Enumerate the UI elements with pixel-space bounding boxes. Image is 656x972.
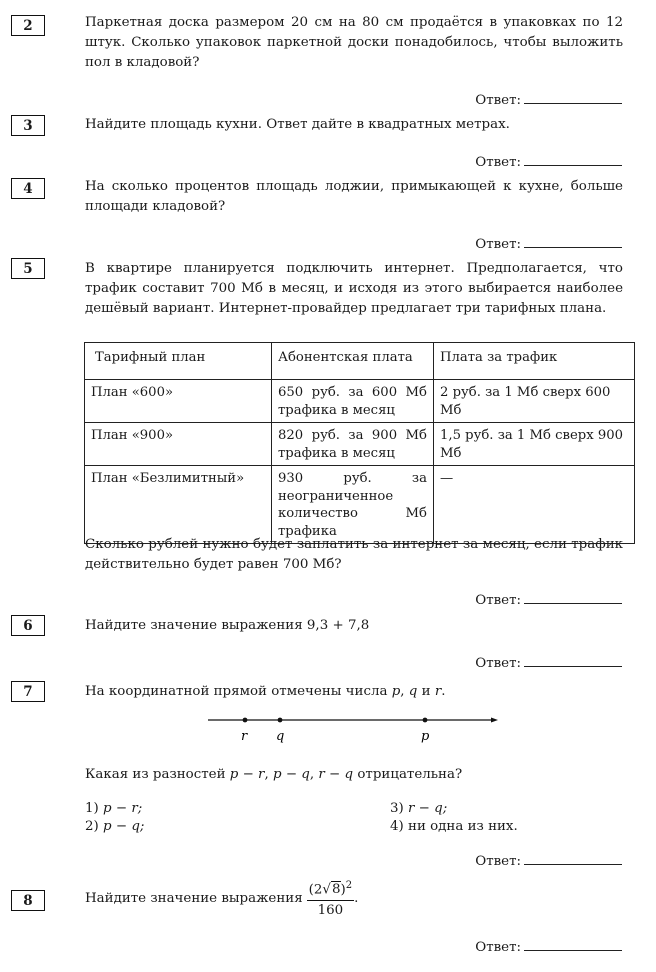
option-4[interactable] (390, 818, 518, 836)
point-q (278, 718, 283, 723)
option-number: 2) (85, 819, 99, 834)
task-number-6: 6 (11, 615, 45, 636)
options-column-left (85, 800, 144, 836)
table-cell: План «Безлимитный» (85, 466, 272, 544)
fraction-numerator (307, 877, 354, 901)
answer-label: Ответ: (475, 854, 521, 869)
answer-6 (475, 652, 622, 671)
task-4-text: На сколько процентов площадь лоджии, примыкающей к кухне, больше площади кладовой? (85, 179, 623, 214)
table-cell: План «900» (85, 423, 272, 466)
task-5-text: В квартире планируется подключить интернет. Предполагается, что трафик составит 700 Мб в месяц, и исходя из этого выбирается наиболее дешёвый вариант. Интернет-провайдер предлагает три тарифных плана. (85, 261, 623, 316)
options-column-right (390, 800, 518, 836)
sqrt-icon: √ (322, 882, 331, 898)
label-p: p (421, 729, 430, 744)
answer-field[interactable] (524, 233, 622, 248)
axis-arrow-icon (491, 718, 498, 723)
answer-label: Ответ: (475, 237, 521, 252)
answer-field[interactable] (524, 652, 622, 667)
text-fragment: и (417, 684, 435, 699)
table-header-cell: Тарифный план (85, 343, 272, 380)
var-q: q (408, 684, 418, 699)
point-r (243, 718, 248, 723)
answer-label: Ответ: (475, 593, 521, 608)
task-number-3: 3 (11, 115, 45, 136)
table-cell: 650 руб. за 600 Мб трафика в месяц (272, 380, 434, 423)
option-expression: p − q; (103, 819, 145, 834)
task-3-text: Найдите площадь кухни. Ответ дайте в квадратных метрах. (85, 117, 510, 132)
option-number: 3) (390, 801, 404, 816)
text-fragment: Найдите значение выражения (85, 891, 303, 907)
var-r: r (434, 684, 442, 699)
text-fragment: Какая из разностей (85, 767, 230, 782)
answer-5 (475, 589, 622, 608)
table-cell: План «600» (85, 380, 272, 423)
table-cell: 820 руб. за 900 Мб трафика в месяц (272, 423, 434, 466)
answer-7 (475, 850, 622, 869)
table-cell: 2 руб. за 1 Мб сверх 600 Мб (434, 380, 635, 423)
table-row (85, 423, 635, 466)
answer-field[interactable] (524, 850, 622, 865)
point-p (423, 718, 428, 723)
table-cell: 1,5 руб. за 1 Мб сверх 900 Мб (434, 423, 635, 466)
var-p: p (391, 684, 401, 699)
task-6-text: Найдите значение выражения 9,3 + 7,8 (85, 618, 370, 633)
text-fragment: ) (340, 882, 346, 898)
task-2-text: Паркетная доска размером 20 см на 80 см продаётся в упаковках по 12 штук. Сколько упаковок паркетной доски понадобилось, чтобы выложить пол в кладовой? (85, 15, 623, 70)
option-number: 4) (390, 819, 404, 834)
task-7-question: Какая из разностей p − r, p − q, r − q отрицательна? (85, 767, 463, 782)
answer-4 (475, 233, 622, 252)
task-number-5: 5 (11, 258, 45, 279)
table-row (85, 466, 635, 544)
answer-2 (475, 89, 622, 108)
answer-label: Ответ: (475, 656, 521, 671)
option-1[interactable] (85, 800, 144, 818)
answer-field[interactable] (524, 936, 622, 951)
option-expression: r − q; (408, 801, 448, 816)
text-fragment: отрицательна? (353, 767, 463, 782)
fraction-denominator: 160 (317, 903, 344, 919)
table-header-row (85, 343, 635, 380)
answer-label: Ответ: (475, 940, 521, 955)
table-cell: — (434, 466, 635, 544)
text-fragment: , (400, 684, 409, 699)
text-fragment: (2 (308, 882, 323, 898)
option-expression: p − r; (103, 801, 143, 816)
fraction (307, 877, 354, 920)
text-fragment: . (441, 684, 446, 699)
task-number-8: 8 (11, 890, 45, 911)
answer-label: Ответ: (475, 155, 521, 170)
task-5-question: Сколько рублей нужно будет заплатить за интернет за месяц, если трафик действительно будет равен 700 Мб? (85, 537, 623, 572)
difference-3: r − q (318, 767, 354, 782)
sqrt-argument: 8 (331, 882, 341, 898)
task-number-7: 7 (11, 681, 45, 702)
answer-3 (475, 151, 622, 170)
exponent: 2 (345, 880, 353, 891)
task-number-4: 4 (11, 178, 45, 199)
table-cell: 930 руб. за неограниченное количество Мб трафика (272, 466, 434, 544)
answer-label: Ответ: (475, 93, 521, 108)
label-q: q (276, 729, 285, 744)
task-7-text (85, 682, 623, 702)
tariff-table (84, 342, 635, 544)
table-header-cell: Плата за трафик (434, 343, 635, 380)
number-line (205, 710, 505, 750)
answer-8 (475, 936, 622, 955)
answer-field[interactable] (524, 589, 622, 604)
table-row (85, 380, 635, 423)
difference-1: p − r (229, 767, 265, 782)
difference-2: p − q (272, 767, 310, 782)
option-number: 1) (85, 801, 99, 816)
answer-field[interactable] (524, 89, 622, 104)
option-2[interactable] (85, 818, 144, 836)
answer-field[interactable] (524, 151, 622, 166)
option-3[interactable] (390, 800, 518, 818)
text-fragment: . (354, 891, 359, 907)
label-r: r (241, 729, 248, 744)
option-text: ни одна из них. (408, 819, 518, 834)
task-number-2: 2 (11, 15, 45, 36)
task-8-text (85, 877, 623, 920)
text-fragment: На координатной прямой отмечены числа (85, 684, 392, 699)
table-header-cell: Абонентская плата (272, 343, 434, 380)
